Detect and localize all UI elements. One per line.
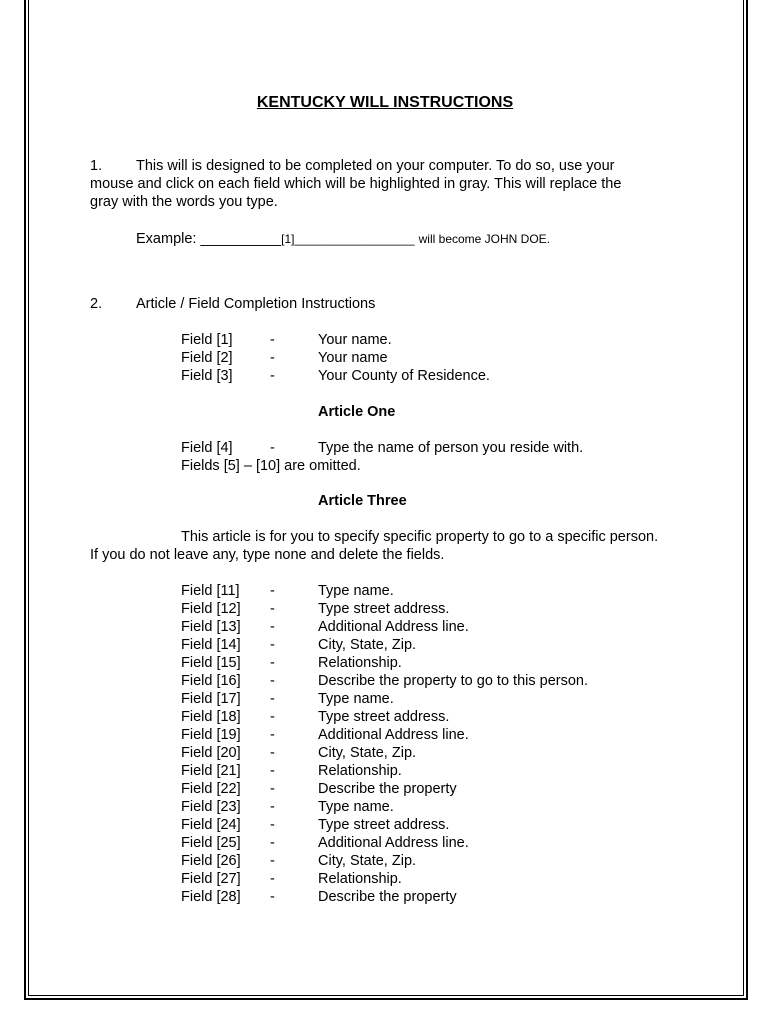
field-label: Field [16] (181, 673, 241, 689)
field-label: Field [3] (181, 368, 233, 384)
section-2-number: 2. (90, 296, 103, 312)
field-dash: - (270, 583, 275, 599)
field-label: Field [28] (181, 889, 241, 905)
section-1-line-3: gray with the words you type. (90, 194, 278, 210)
field-label: Field [12] (181, 601, 241, 617)
field-dash: - (270, 619, 275, 635)
article-three-paragraph-line-2: If you do not leave any, type none and delete the fields. (90, 547, 445, 563)
example-label: Example: __________ (136, 231, 282, 247)
field-dash: - (270, 763, 275, 779)
field-dash: - (270, 709, 275, 725)
field-label: Field [14] (181, 637, 241, 653)
field-dash: - (270, 727, 275, 743)
field-description: Type street address. (318, 817, 450, 833)
field-label: Field [11] (181, 583, 240, 599)
field-description: Type name. (318, 799, 394, 815)
field-description: Describe the property (318, 889, 457, 905)
field-dash: - (270, 601, 275, 617)
field-dash: - (270, 673, 275, 689)
field-dash: - (270, 871, 275, 887)
field-description: Relationship. (318, 871, 402, 887)
example-line (136, 230, 550, 248)
section-1-line-2: mouse and click on each field which will be highlighted in gray. This will replace the (90, 176, 622, 192)
section-2-heading: Article / Field Completion Instructions (136, 296, 376, 312)
field-description: Additional Address line. (318, 619, 469, 635)
field-description: City, State, Zip. (318, 745, 417, 761)
field-description: Your name. (318, 332, 392, 348)
field-label: Field [17] (181, 691, 241, 707)
field-label: Field [15] (181, 655, 241, 671)
field-label: Field [25] (181, 835, 241, 851)
field-description: Your name (318, 350, 388, 366)
section-1-number: 1. (90, 158, 103, 174)
field-description: Type street address. (318, 709, 450, 725)
omitted-fields-note: Fields [5] – [10] are omitted. (181, 458, 361, 474)
field-description: Relationship. (318, 763, 402, 779)
field-dash: - (270, 799, 275, 815)
field-label: Field [13] (181, 619, 241, 635)
field-label: Field [4] (181, 440, 233, 456)
field-description: Your County of Residence. (318, 368, 490, 384)
field-dash: - (270, 835, 275, 851)
section-1-line-1: This will is designed to be completed on your computer. To do so, use your (136, 158, 615, 174)
field-dash: - (270, 889, 275, 905)
field-description: Type street address. (318, 601, 450, 617)
field-label: Field [20] (181, 745, 241, 761)
document-title: KENTUCKY WILL INSTRUCTIONS (256, 94, 514, 111)
field-label: Field [24] (181, 817, 241, 833)
example-field: [1]__________________ (281, 232, 415, 246)
field-description: Additional Address line. (318, 835, 469, 851)
field-dash: - (270, 745, 275, 761)
article-three-heading: Article Three (318, 493, 407, 509)
article-three-paragraph-line-1: This article is for you to specify specific property to go to a specific person. (181, 529, 659, 545)
field-description: Type name. (318, 583, 394, 599)
field-dash: - (270, 332, 275, 348)
field-dash: - (270, 368, 275, 384)
field-label: Field [23] (181, 799, 241, 815)
field-label: Field [22] (181, 781, 241, 797)
field-dash: - (270, 781, 275, 797)
field-description: City, State, Zip. (318, 853, 417, 869)
field-label: Field [26] (181, 853, 241, 869)
field-description: Type the name of person you reside with. (318, 440, 584, 456)
field-label: Field [18] (181, 709, 241, 725)
field-dash: - (270, 817, 275, 833)
field-description: Describe the property to go to this person. (318, 673, 589, 689)
field-dash: - (270, 691, 275, 707)
field-label: Field [19] (181, 727, 241, 743)
field-description: Type name. (318, 691, 394, 707)
field-description: Relationship. (318, 655, 402, 671)
article-one-heading: Article One (318, 404, 396, 420)
field-label: Field [1] (181, 332, 233, 348)
field-description: City, State, Zip. (318, 637, 417, 653)
field-dash: - (270, 637, 275, 653)
field-description: Describe the property (318, 781, 457, 797)
field-dash: - (270, 440, 275, 456)
field-dash: - (270, 655, 275, 671)
field-label: Field [2] (181, 350, 233, 366)
field-dash: - (270, 853, 275, 869)
field-label: Field [27] (181, 871, 241, 887)
field-dash: - (270, 350, 275, 366)
field-label: Field [21] (181, 763, 241, 779)
field-description: Additional Address line. (318, 727, 469, 743)
example-result: will become JOHN DOE. (418, 232, 551, 246)
